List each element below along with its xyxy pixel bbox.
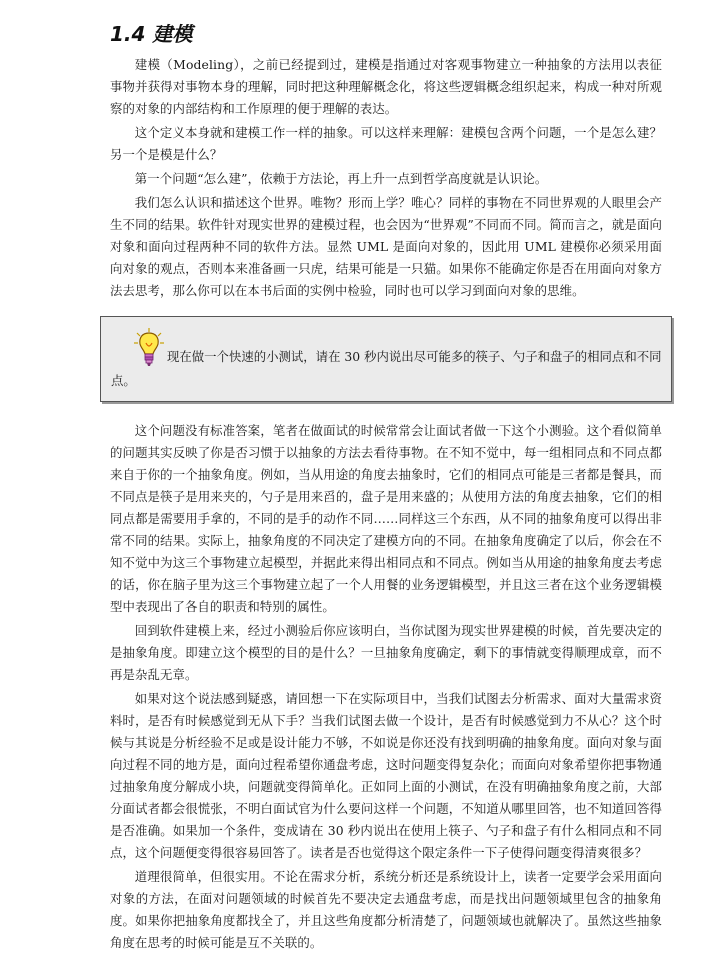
section-heading: 1.4 建模 [110,22,193,46]
tip-box [100,316,672,402]
document-page [110,20,662,956]
paragraph-two-questions: 这个定义本身就和建模工作一样的抽象。可以这样来理解：建模包含两个问题，一个是怎么建？另一个是模是什么？ [110,125,662,162]
paragraph-doubts: 如果对这个说法感到疑惑，请回想一下在实际项目中，当我们试图去分析需求、面对大量需求资料时，是否有时候感觉到无从下手？当我们试图去做一个设计，是否有时候感觉到力不从心？这个时候与其说是分析经验不足或是设计能力不够，不如说是你还没有找到明确的抽象角度。面向对象与面向过程不同的地方是，面向过程希望你通盘考虑，这时问题变得复杂化；而面向对象希望你把事物通过抽象角度分解成小块，问题就变得简单化。正如同上面的小测试，在没有明确抽象角度之前，大部分面试者都会很慌张，不明白面试官为什么要问这样一个问题，不知道从哪里回答，也不知道回答得是否准确。如果加一个条件，变成请在 30 秒内说出在使用上筷子、勺子和盘子有什么相同点和不同点，这个问题便变得很容易回答了。读者是否也觉得这个限定条件一下子使得问题变得清爽很多？ [110,691,662,860]
paragraph-definition: 建模（Modeling），之前已经提到过，建模是指通过对客观事物建立一种抽象的方法用以表征事物并获得对事物本身的理解，同时把这种理解概念化，将这些逻辑概念组织起来，构成一种对所观察的对象的内部结构和工作原理的便于理解的表达。 [110,57,662,116]
paragraph-worldview: 我们怎么认识和描述这个世界。唯物？形而上学？唯心？同样的事物在不同世界观的人眼里会产生不同的结果。软件针对现实世界的建模过程，也会因为“世界观”不同而不同。简而言之，就是面向对象和面向过程两种不同的软件方法。显然 UML 是面向对象的，因此用 UML 建模你必须采用面向对象的观点，否则本来准备画一只虎，结果可能是一只猫。如果你不能确定你是否在用面向对象方法去思考，那么你可以在本书后面的实例中检验，同时也可以学习到面向对象的思维。 [110,195,662,298]
paragraph-how-to-build: 第一个问题“怎么建”，依赖于方法论，再上升一点到哲学高度就是认识论。 [134,171,548,186]
lightbulb-icon [133,327,165,369]
paragraph-quiz-explanation: 这个问题没有标准答案，笔者在做面试的时候常常会让面试者做一下这个小测验。这个看似简单的问题其实反映了你是否习惯于以抽象的方法去看待事物。在不知不觉中，每一组相同点和不同点都来自于你的一个抽象角度。例如，当从用途的角度去抽象时，它们的相同点可能是三者都是餐具，而不同点是筷子是用来夹的，勺子是用来舀的，盘子是用来盛的；从使用方法的角度去抽象，它们的相同点都是需要用手拿的，不同的是手的动作不同……同样这三个东西，从不同的抽象角度可以得出非常不同的结果。实际上，抽象角度的不同决定了建模方向的不同。在抽象角度确定了以后，你会在不知不觉中为这三个事物建立起模型，并据此来得出相同点和不同点。例如当从用途的抽象角度去考虑的话，你在脑子里为这三个事物建立起了一个人用餐的业务逻辑模型，并且这三者在这个业务逻辑模型中表现出了各自的职责和特别的属性。 [110,423,662,614]
paragraph-conclusion: 道理很简单，但很实用。不论在需求分析，系统分析还是系统设计上，读者一定要学会采用面向对象的方法，在面对问题领域的时候首先不要决定去通盘考虑，而是找出问题领域里包含的抽象角度。如果你把抽象角度都找全了，并且这些角度都分析清楚了，问题领域也就解决了。虽然这些抽象角度在思考的时候可能是互不关联的。 [110,869,662,950]
tip-text: 现在做一个快速的小测试，请在 30 秒内说出尽可能多的筷子、勺子和盘子的相同点和不同点。 [111,349,662,388]
paragraph-back-to-modeling: 回到软件建模上来，经过小测验后你应该明白，当你试图为现实世界建模的时候，首先要决定的是抽象角度。即建立这个模型的目的是什么？一旦抽象角度确定，剩下的事情就变得顺理成章，而不再是杂乱无章。 [110,623,662,682]
